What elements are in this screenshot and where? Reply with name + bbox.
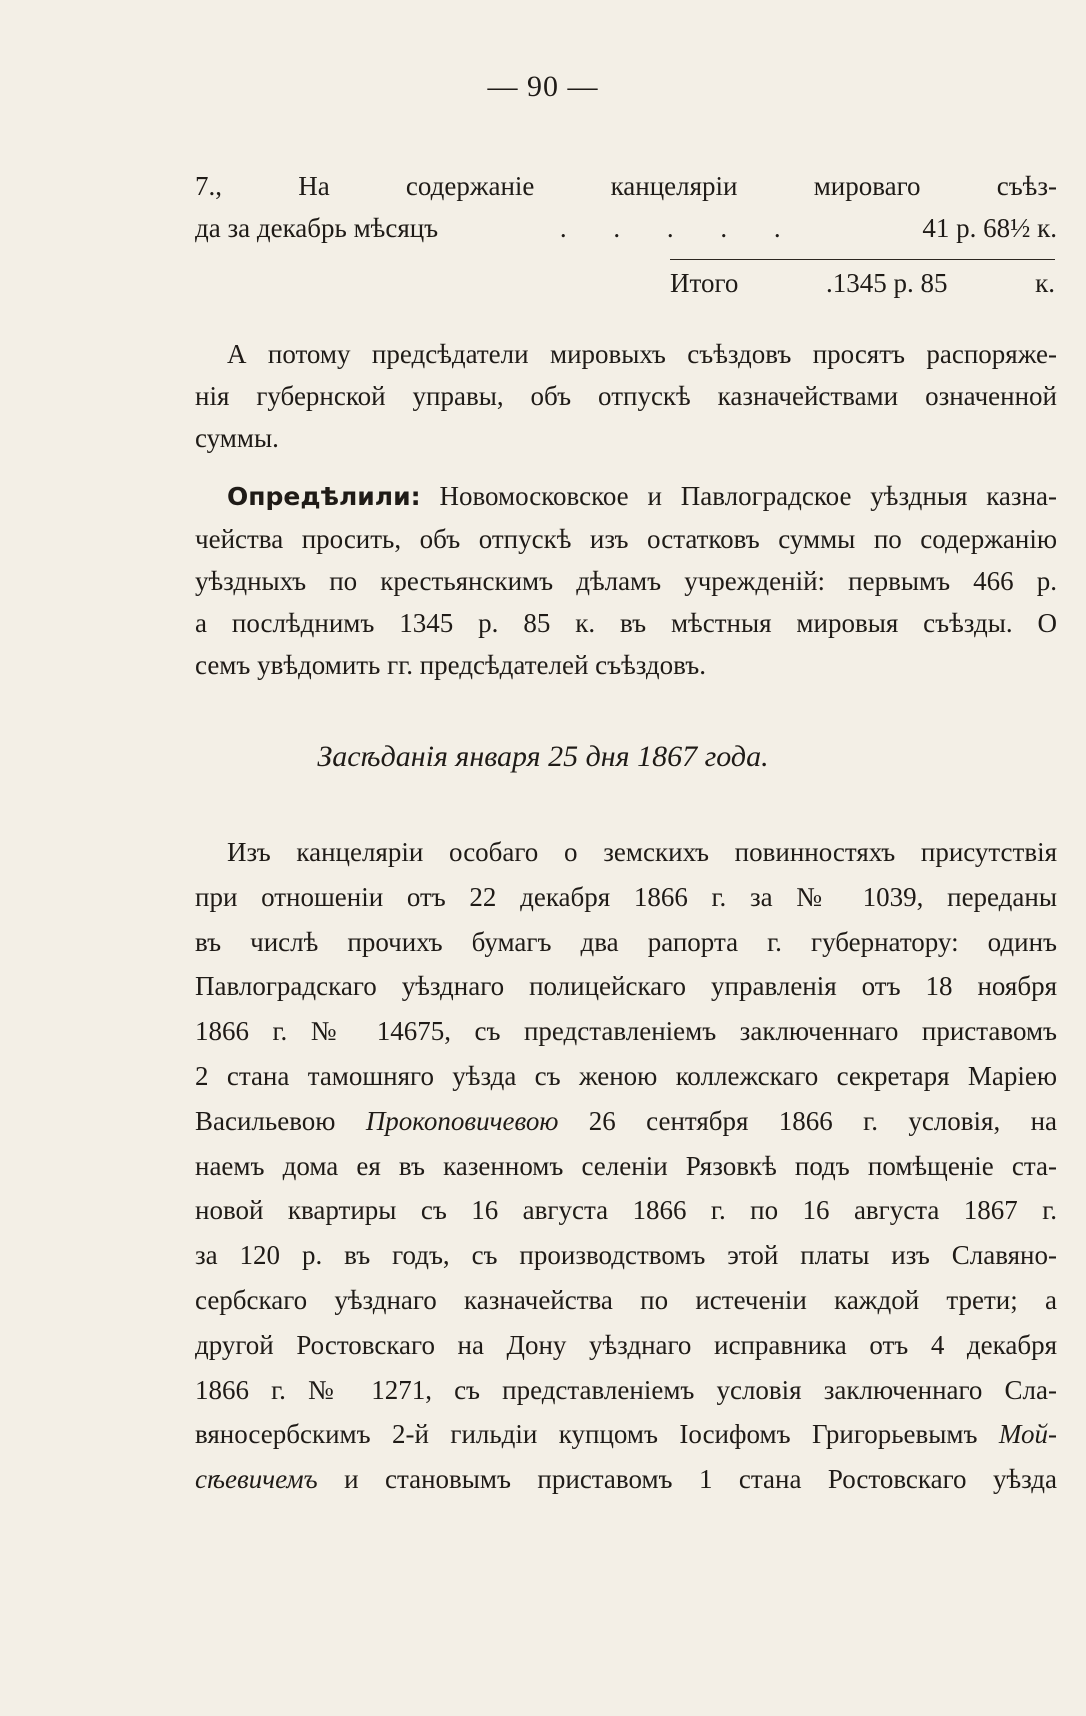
paragraph-line <box>195 1099 1057 1144</box>
item-7-dots: . . . . . <box>559 213 801 243</box>
item-7-line-1: 7., На содержаніе канцеляріи мироваго съѣз- <box>195 171 1057 201</box>
paragraph-line: Изъ канцеляріи особаго о земскихъ повинностяхъ присутствія <box>227 837 1057 867</box>
total-label: Итого <box>670 268 739 298</box>
total-unit: к. <box>1035 268 1055 298</box>
paragraph-line <box>195 1412 1057 1457</box>
line-14-before: вяносербскимъ 2-й гильдіи купцомъ Іосифомъ Григорьевымъ <box>195 1419 978 1450</box>
item-7-line-2 <box>195 207 1057 249</box>
paragraph-line: А потому предсѣдатели мировыхъ съѣздовъ просятъ распоряже- <box>227 339 1057 369</box>
line-7-before: Васильевою <box>195 1105 336 1136</box>
paragraph-line <box>195 475 1057 518</box>
paragraph-line: нія губернской управы, объ отпускѣ казначействами означенной <box>195 381 1057 411</box>
paragraph-line: при отношеніи отъ 22 декабря 1866 г. за № 1039, переданы <box>195 881 1057 912</box>
paragraph-line: наемъ дома ея въ казенномъ селеніи Рязовкѣ подъ помѣщеніе ста- <box>195 1150 1057 1181</box>
paragraph-line: сербскаго уѣзднаго казначейства по истеченіи каждой трети; а <box>195 1284 1057 1315</box>
paragraph-line: новой квартиры съ 16 августа 1866 г. по 16 августа 1867 г. <box>195 1195 1057 1226</box>
paragraph-line: въ числѣ прочихъ бумагъ два рапорта г. губернатору: одинъ <box>195 926 1057 957</box>
item-7-amount: 41 р. 68½ к. <box>922 213 1057 243</box>
paragraph-request <box>195 333 1057 459</box>
paragraph-line: 1866 г. № 1271, съ представленіемъ условія заключеннаго Сла- <box>195 1374 1057 1405</box>
line-7-after: 26 сентября 1866 г. условія, на <box>588 1105 1057 1136</box>
item-7 <box>195 165 1057 249</box>
paragraph-line: а послѣднимъ 1345 р. 85 к. въ мѣстныя мировыя съѣзды. О <box>195 608 1057 638</box>
item-7-label: да за декабрь мѣсяцъ <box>195 213 439 243</box>
resolution-line-1-text: Новомосковское и Павлоградское уѣздныя казна- <box>439 481 1057 511</box>
paragraph-line <box>195 1457 1057 1502</box>
paragraph-line: другой Ростовскаго на Дону уѣзднаго исправника отъ 4 декабря <box>195 1329 1057 1360</box>
surname-italic: Прокоповичевою <box>365 1105 559 1136</box>
resolution-lead-word: Опредѣлили: <box>227 482 421 511</box>
paragraph-line: уѣздныхъ по крестьянскимъ дѣламъ учрежденій: первымъ 466 р. <box>195 566 1057 596</box>
paragraph-line: 1866 г. № 14675, съ представленіемъ заключеннаго приставомъ <box>195 1016 1057 1047</box>
paragraph-line: Павлоградскаго уѣзднаго полицейскаго управленія отъ 18 ноября <box>195 971 1057 1002</box>
surname-italic: Мой- <box>998 1419 1057 1450</box>
paragraph-line: за 120 р. въ годъ, съ производствомъ этой платы изъ Славяно- <box>195 1240 1057 1271</box>
session-heading: Засѣданія января 25 дня 1867 года. <box>317 740 769 773</box>
paragraph-line: семъ увѣдомить гг. предсѣдателей съѣздовъ. <box>195 650 706 680</box>
paragraph-session <box>195 830 1057 1502</box>
page-number: — 90 — <box>487 70 599 103</box>
line-15-after: и становымъ приставомъ 1 стана Ростовскаго уѣзда <box>344 1464 1057 1495</box>
sum-divider <box>670 259 1055 260</box>
surname-italic: сѣевичемъ <box>195 1464 318 1495</box>
total-amount: .1345 р. 85 <box>825 268 948 298</box>
total-line <box>670 268 1055 299</box>
paragraph-line: суммы. <box>195 423 279 453</box>
paragraph-line: чейства просить, объ отпускѣ изъ остатковъ суммы по содержанію <box>195 524 1057 554</box>
paragraph-line: 2 стана тамошняго уѣзда съ женою коллежскаго секретаря Маріею <box>195 1060 1057 1091</box>
paragraph-resolution <box>195 475 1057 686</box>
